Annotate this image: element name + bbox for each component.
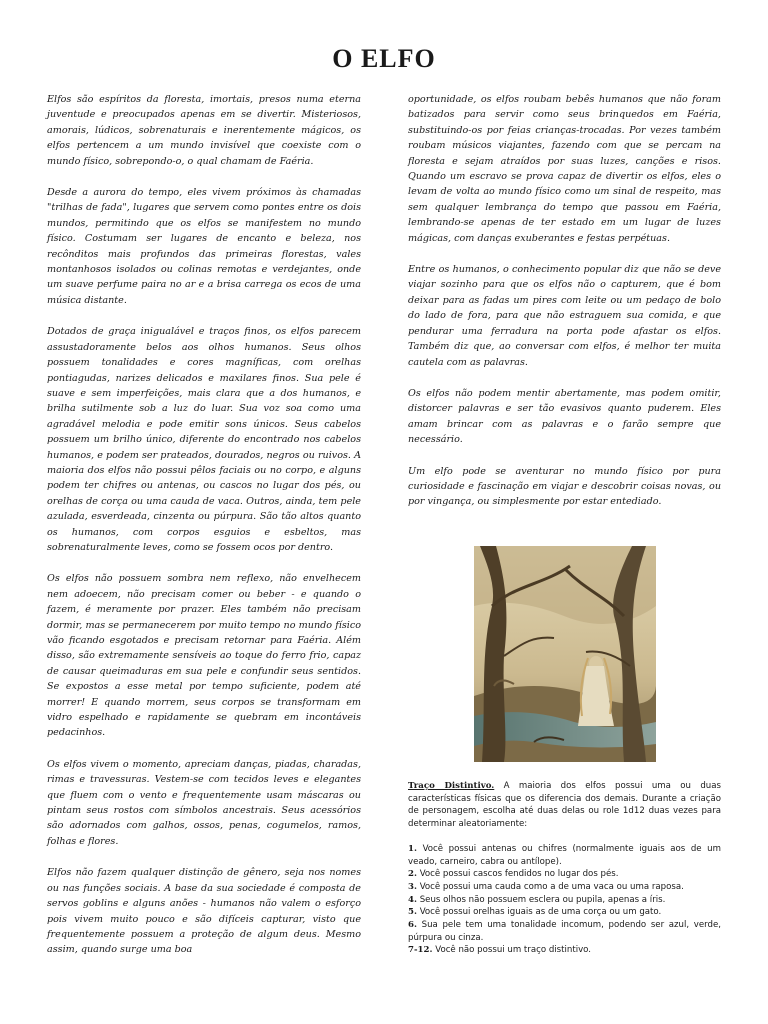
list-item <box>408 894 721 907</box>
paragraph: Desde a aurora do tempo, eles vivem próximos às chamadas "trilhas de fada", lugares que servem como pontes entre os dois mundos, permitindo que os elfos se manifestem no mundo físico. Costumam ser lugares de encanto e beleza, nos recônditos mais profundos das primeiras florestas, vales montanhosos isolados ou colinas remotas e verdejantes, onde um suave perfume paira no ar e a brisa carrega os ecos de uma música distante. <box>47 187 361 306</box>
item-number: 7-12. <box>408 945 433 956</box>
item-text: Você possui antenas ou chifres (normalmente iguais aos de um veado, carneiro, cabra ou antílope). <box>408 843 721 867</box>
paragraph: Dotados de graça inigualável e traços finos, os elfos parecem assustadoramente belos aos olhos humanos. Seus olhos possuem tonalidades e cores magníficas, com orelhas pontiagudas, narizes delicados e maxilares finos. Sua pele é suave e sem imperfeições, mais clara que a dos humanos, e brilha sutilmente sob a luz do luar. Sua voz soa como uma agradável melodia e pode emitir sons únicos. Seus cabelos possuem um brilho único, diferente do encontrado nos cabelos humanos, e podem ser prateados, dourados, negros ou ruivos. A maioria dos elfos não possui pêlos faciais ou no corpo, e alguns podem ter chifres ou antenas, ou cascos no lugar dos pés, ou orelhas de corça ou uma cauda de vaca. Outros, ainda, tem pele azulada, esverdeada, cinzenta ou púrpura. São tão altos quanto os humanos, com corpos esguios e esbeltos, mas sobrenaturalmente leves, como se fossem ocos por dentro. <box>47 326 361 553</box>
item-number: 3. <box>408 881 417 892</box>
list-item <box>408 843 721 868</box>
left-column <box>47 92 361 974</box>
paragraph: Entre os humanos, o conhecimento popular diz que não se deve viajar sozinho para que os elfos não o capturem, que é bom deixar para as fadas um pires com leite ou um pedaço de bolo do lado de fora, para que não estraguem sua comida, e que pendurar uma ferradura na porta pode afastar os elfos. Também diz que, ao conversar com elfos, é melhor ter muita cautela com as palavras. <box>408 264 721 368</box>
right-column <box>408 92 721 526</box>
trait-intro <box>408 780 721 831</box>
list-item <box>408 906 721 919</box>
item-number: 6. <box>408 920 417 931</box>
page-title: O ELFO <box>332 44 436 73</box>
item-text: Você não possui um traço distintivo. <box>432 945 592 956</box>
paragraph: Os elfos vivem o momento, apreciam danças, piadas, charadas, rimas e travessuras. Vestem-se com tecidos leves e elegantes que fluem com o vento e frequentemente usam máscaras ou pintam seus rostos com símbolos ancestrais. Seus acessórios são adornados com galhos, ossos, penas, cogumelos, ramos, folhas e flores. <box>47 758 361 847</box>
paragraph: Elfos são espíritos da floresta, imortais, presos numa eterna juventude e preocupados apenas em se divertir. Misteriosos, amorais, lúdicos, sobrenaturais e inerentemente mágicos, os elfos pertencem a um mundo invisível que coexiste com o mundo físico, sobrepondo-o, o qual chamam de Faéria. <box>47 94 361 167</box>
paragraph: Os elfos não possuem sombra nem reflexo, não envelhecem nem adoecem, não precisam comer ou beber - e quando o fazem, é meramente por prazer. Eles também não precisam dormir, mas se permanecerem por muito tempo no mundo físico vão ficando esgotados e precisam retornar para Faéria. Além disso, são extremamente sensíveis ao toque do ferro frio, capaz de causar queimaduras em sua pele e confundir seus sentidos. Se expostos a esse metal por tempo suficiente, podem até morrer! E quando morrem, seus corpos se transformam em vidro espelhado e rapidamente se quebram em incontáveis pedacinhos. <box>47 573 361 739</box>
trait-intro-text: A maioria dos elfos possui uma ou duas características físicas que os diferencia dos demais. Durante a criação de personagem, escolha até duas delas ou role 1d12 duas vezes para determinar aleatoriamente: <box>408 781 721 830</box>
item-text: Você possui cascos fendidos no lugar dos pés. <box>416 869 619 880</box>
list-item <box>408 919 721 944</box>
paragraph: Elfos não fazem qualquer distinção de gênero, seja nos nomes ou nas funções sociais. A base da sua sociedade é composta de servos goblins e alguns anões - humanos não valem o esforço pois vivem muito pouco e são difíceis capturar, visto que frequentemente possuem a proteção de algum deus. Mesmo assim, quando surge uma boa <box>47 867 361 956</box>
paragraph: oportunidade, os elfos roubam bebês humanos que não foram batizados para servir como seus brinquedos em Faéria, substituindo-os por feias crianças-trocadas. Por vezes também roubam músicos viajantes, fazendo com que se percam na floresta e sejam atraídos por suas luzes, canções e risos. Quando um escravo se prova capaz de divertir os elfos, eles o levam de volta ao mundo físico como um sinal de respeito, mas sem qualquer lembrança do tempo que passou em Faéria, lembrando-se apenas de ter estado em um lugar de luzes mágicas, com danças exuberantes e festas perpétuas. <box>408 94 721 244</box>
item-number: 5. <box>408 907 417 918</box>
item-text: Você possui uma cauda como a de uma vaca ou uma raposa. <box>416 881 684 892</box>
list-item <box>408 944 721 957</box>
item-text: Seus olhos não possuem esclera ou pupila, apenas a íris. <box>416 894 666 905</box>
paragraph: Um elfo pode se aventurar no mundo físico por pura curiosidade e fascinação em viajar e descobrir coisas novas, ou por vingança, ou simplesmente por estar entediado. <box>408 465 721 508</box>
distinctive-trait-section <box>408 780 721 957</box>
item-number: 2. <box>408 869 417 880</box>
elf-forest-illustration <box>474 546 656 762</box>
list-item <box>408 868 721 881</box>
item-text: Você possui orelhas iguais as de uma corça ou um gato. <box>416 907 662 918</box>
item-text: Sua pele tem uma tonalidade incomum, podendo ser azul, verde, púrpura ou cinza. <box>408 920 721 943</box>
trait-heading: Traço Distintivo. <box>408 781 495 791</box>
list-item <box>408 881 721 894</box>
item-number: 1. <box>408 843 417 854</box>
paragraph: Os elfos não podem mentir abertamente, mas podem omitir, distorcer palavras e ser tão evasivos quanto puderem. Eles amam brincar com as palavras e o farão sempre que necessário. <box>408 387 721 446</box>
trait-list <box>408 843 721 957</box>
item-number: 4. <box>408 894 417 905</box>
